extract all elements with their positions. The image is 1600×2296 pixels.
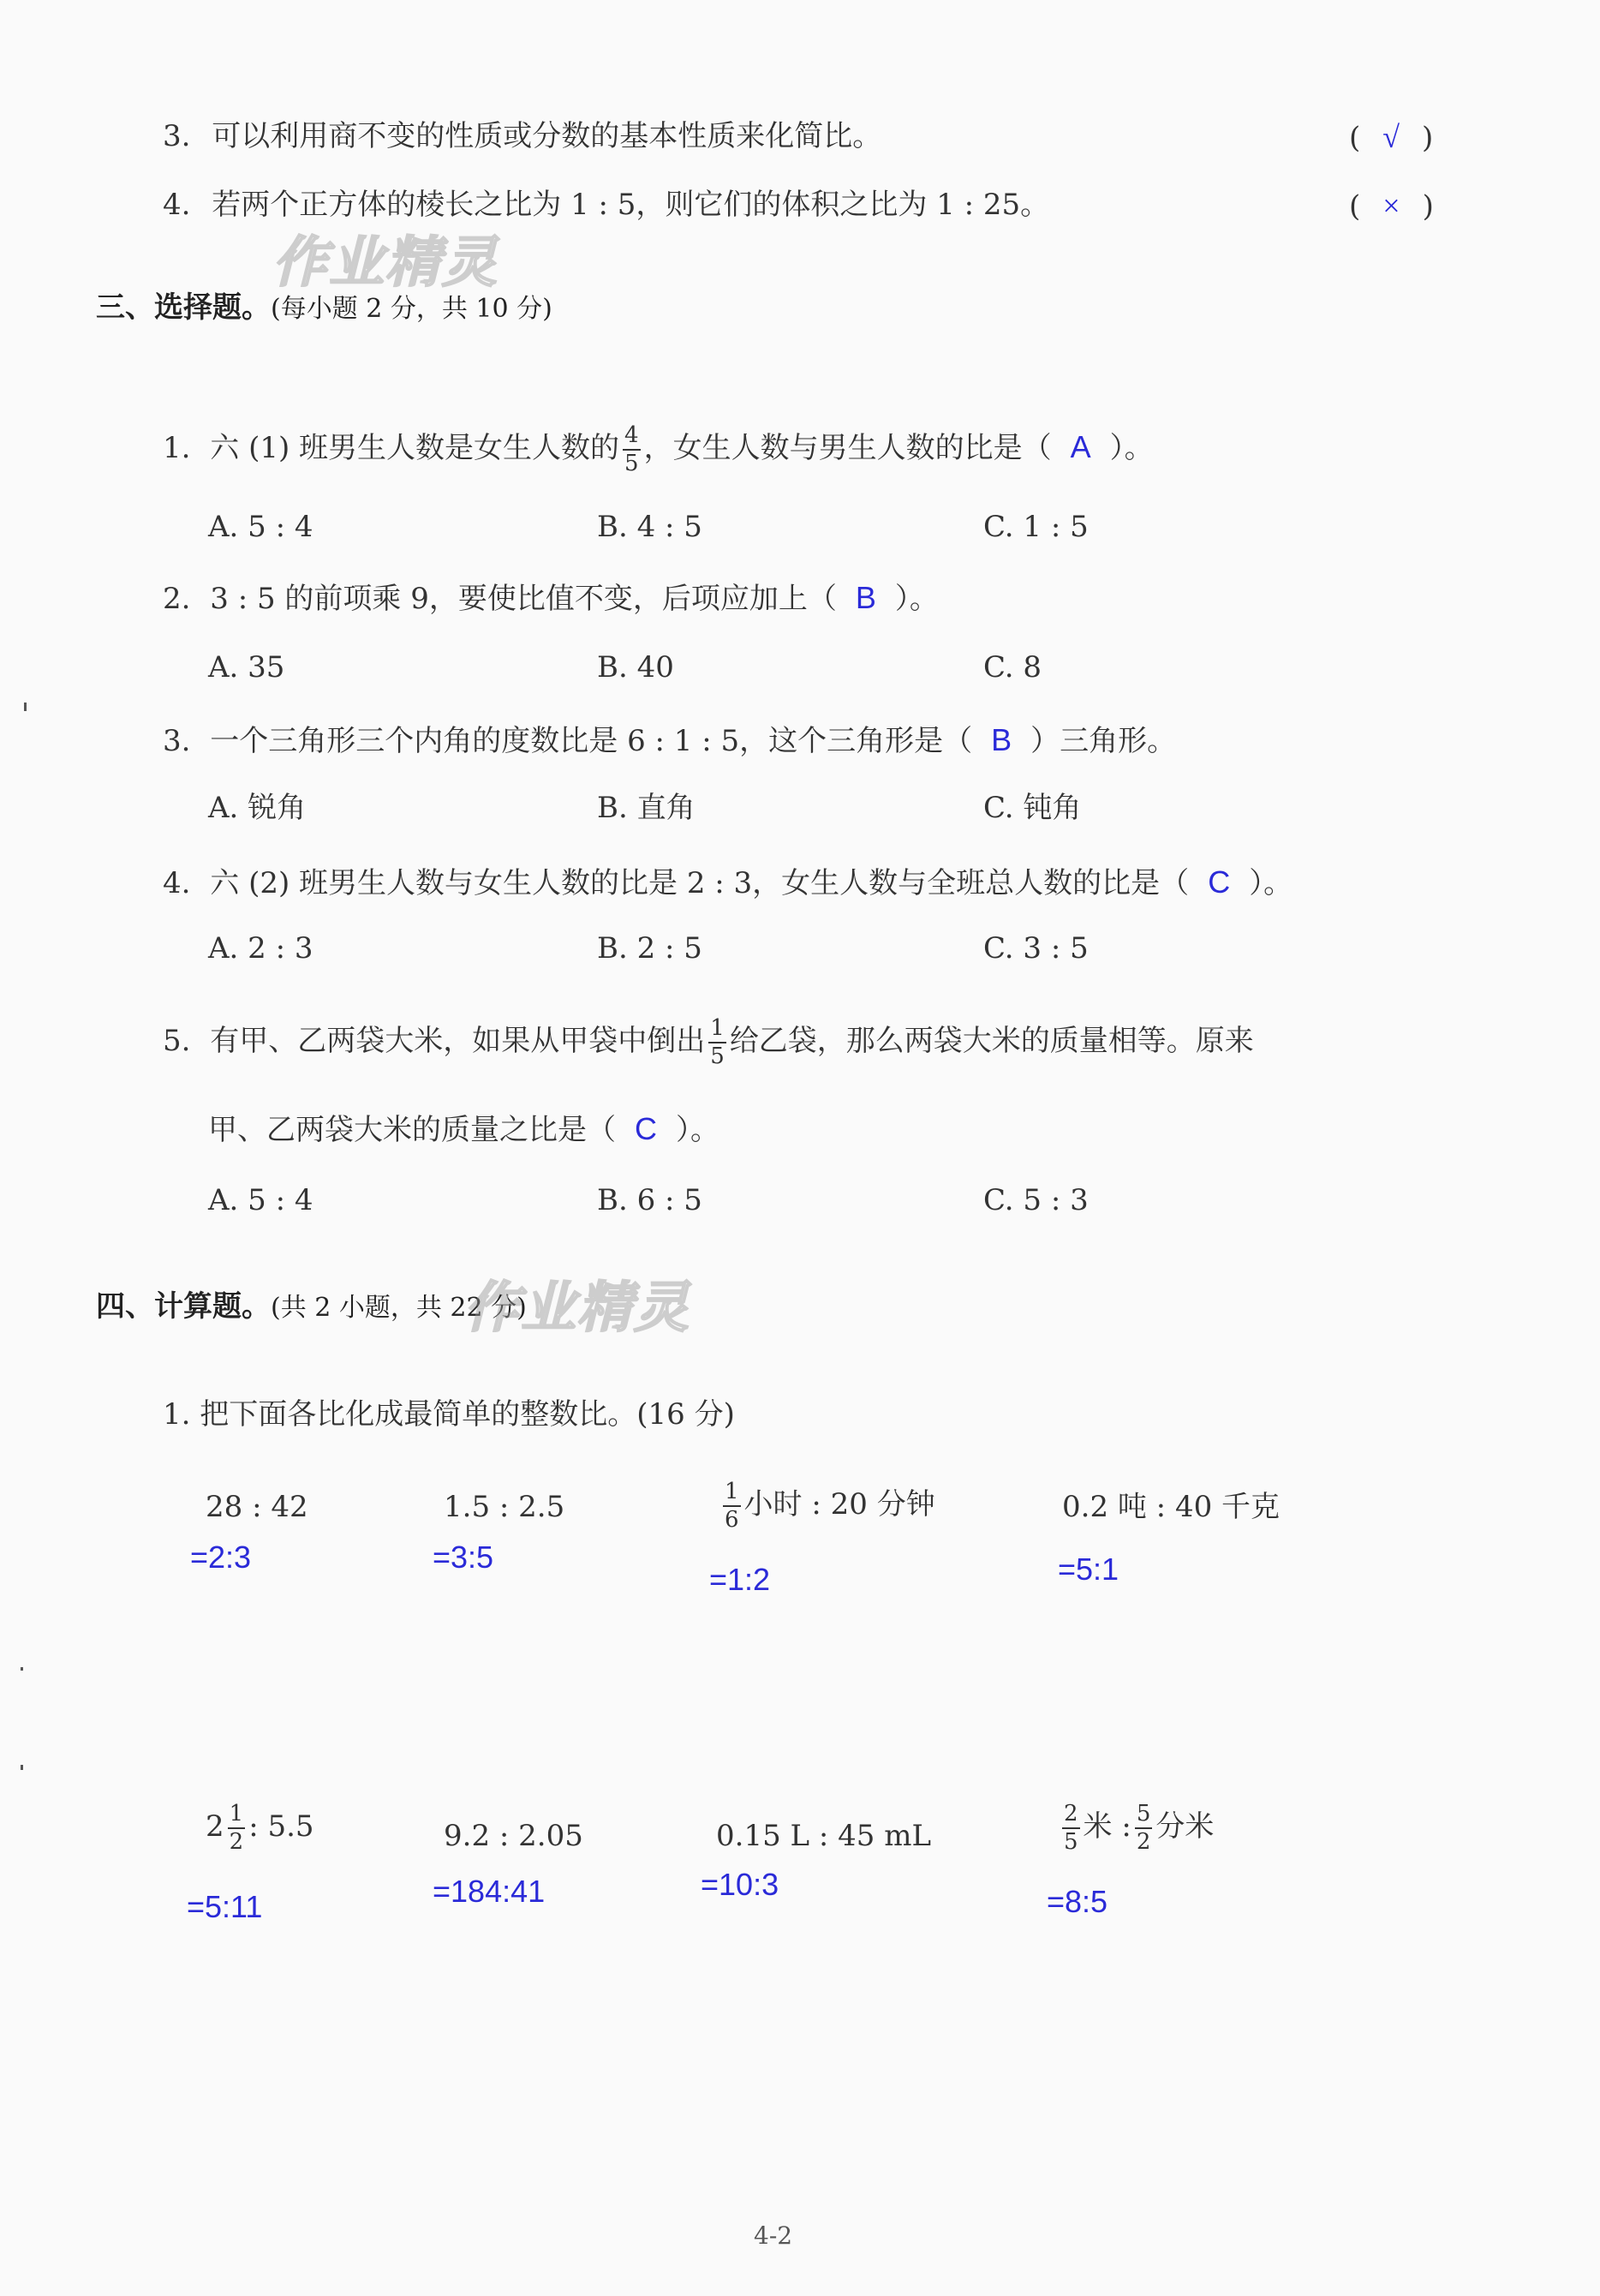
q5-option-a: A. 5 : 4 <box>208 1183 313 1217</box>
question-5-line-2: 甲、乙两袋大米的质量之比是（ C ）。 <box>208 1111 719 1147</box>
fraction: $\frac{1}{6}$ <box>725 1478 739 1533</box>
answer-letter: A <box>1070 429 1091 464</box>
q1-option-c: C. 1 : 5 <box>983 510 1089 544</box>
q2-option-b: B. 40 <box>597 650 674 685</box>
answer-letter: B <box>991 722 1012 757</box>
calc-instruction: 1. 把下面各比化成最简单的整数比。(16 分) <box>163 1397 735 1432</box>
tf-answer-mark: √ <box>1382 120 1400 154</box>
q1-option-a: A. 5 : 4 <box>208 510 313 544</box>
answer-letter: C <box>1208 864 1231 900</box>
watermark: 作业精灵 <box>464 1277 690 1340</box>
calc-expr-5: 2 $\frac{1}{2}$ : 5.5 <box>206 1800 314 1855</box>
q3-option-c: C. 钝角 <box>983 791 1082 825</box>
q1-option-b: B. 4 : 5 <box>597 510 702 544</box>
q3-option-a: A. 锐角 <box>208 791 307 825</box>
section-3-heading: 三、选择题。(每小题 2 分，共 10 分) <box>96 290 552 325</box>
fraction: $\frac{1}{5}$ <box>710 1014 725 1069</box>
calc-answer-8: =8:5 <box>1047 1884 1108 1919</box>
question-5: 5. 有甲、乙两袋大米，如果从甲袋中倒出 $\frac{1}{5}$ 给乙袋，那么两袋大米的质量相等。原来 <box>163 1014 1254 1069</box>
answer-letter: B <box>855 580 876 615</box>
tf-answer-4: ( × ) <box>1349 188 1434 224</box>
tf-item-3: 3. 可以利用商不变的性质或分数的基本性质来化简比。 <box>163 119 882 153</box>
question-2: 2. 3 : 5 的前项乘 9，要使比值不变，后项应加上（ B ）。 <box>163 580 939 616</box>
q5-option-b: B. 6 : 5 <box>597 1183 702 1217</box>
watermark: 作业精灵 <box>272 231 499 295</box>
calc-answer-1: =2:3 <box>190 1540 252 1575</box>
calc-expr-3: $\frac{1}{6}$ 小时 : 20 分钟 <box>725 1478 935 1533</box>
question-1: 1. 六 (1) 班男生人数是女生人数的 $\frac{4}{5}$ ，女生人数与男生人数的比是（ A ）。 <box>163 422 1154 476</box>
calc-answer-7: =10:3 <box>701 1867 779 1902</box>
calc-answer-2: =3:5 <box>433 1540 494 1575</box>
calc-answer-5: =5:11 <box>187 1889 263 1924</box>
calc-answer-4: =5:1 <box>1058 1552 1119 1587</box>
question-3: 3. 一个三角形三个内角的度数比是 6 : 1 : 5，这个三角形是（ B ）三角形。 <box>163 722 1177 758</box>
tf-answer-mark: × <box>1382 188 1400 223</box>
q5-option-c: C. 5 : 3 <box>983 1183 1089 1217</box>
calc-answer-6: =184:41 <box>433 1874 546 1909</box>
calc-expr-2: 1.5 : 2.5 <box>444 1490 565 1524</box>
q3-option-b: B. 直角 <box>597 791 696 825</box>
fraction: $\frac{5}{2}$ <box>1136 1800 1151 1855</box>
tf-answer-3: ( √ ) <box>1349 120 1434 155</box>
q4-option-c: C. 3 : 5 <box>983 931 1089 966</box>
fraction: $\frac{4}{5}$ <box>624 422 639 476</box>
calc-expr-6: 9.2 : 2.05 <box>444 1819 583 1853</box>
calc-expr-4: 0.2 吨 : 40 千克 <box>1062 1490 1281 1524</box>
scan-mark <box>21 1765 23 1770</box>
scan-mark <box>24 703 27 711</box>
q2-option-c: C. 8 <box>983 650 1042 685</box>
q4-option-a: A. 2 : 3 <box>208 931 313 966</box>
question-4: 4. 六 (2) 班男生人数与女生人数的比是 2 : 3，女生人数与全班总人数的比是（ C ）。 <box>163 864 1293 900</box>
calc-expr-1: 28 : 42 <box>206 1490 308 1524</box>
tf-item-4: 4. 若两个正方体的棱长之比为 1 : 5，则它们的体积之比为 1 : 25。 <box>163 188 1050 222</box>
calc-answer-3: =1:2 <box>709 1562 771 1597</box>
page-number: 4-2 <box>754 2221 793 2250</box>
section-4-heading: 四、计算题。(共 2 小题，共 22 分) <box>96 1289 527 1324</box>
scan-mark <box>21 1667 23 1671</box>
fraction: $\frac{2}{5}$ <box>1064 1800 1078 1855</box>
calc-expr-7: 0.15 L : 45 mL <box>716 1819 932 1853</box>
q4-option-b: B. 2 : 5 <box>597 931 702 966</box>
q2-option-a: A. 35 <box>208 650 285 685</box>
calc-expr-8: $\frac{2}{5}$ 米 : $\frac{5}{2}$ 分米 <box>1064 1800 1215 1855</box>
answer-letter: C <box>635 1111 657 1146</box>
fraction: $\frac{1}{2}$ <box>229 1800 244 1855</box>
